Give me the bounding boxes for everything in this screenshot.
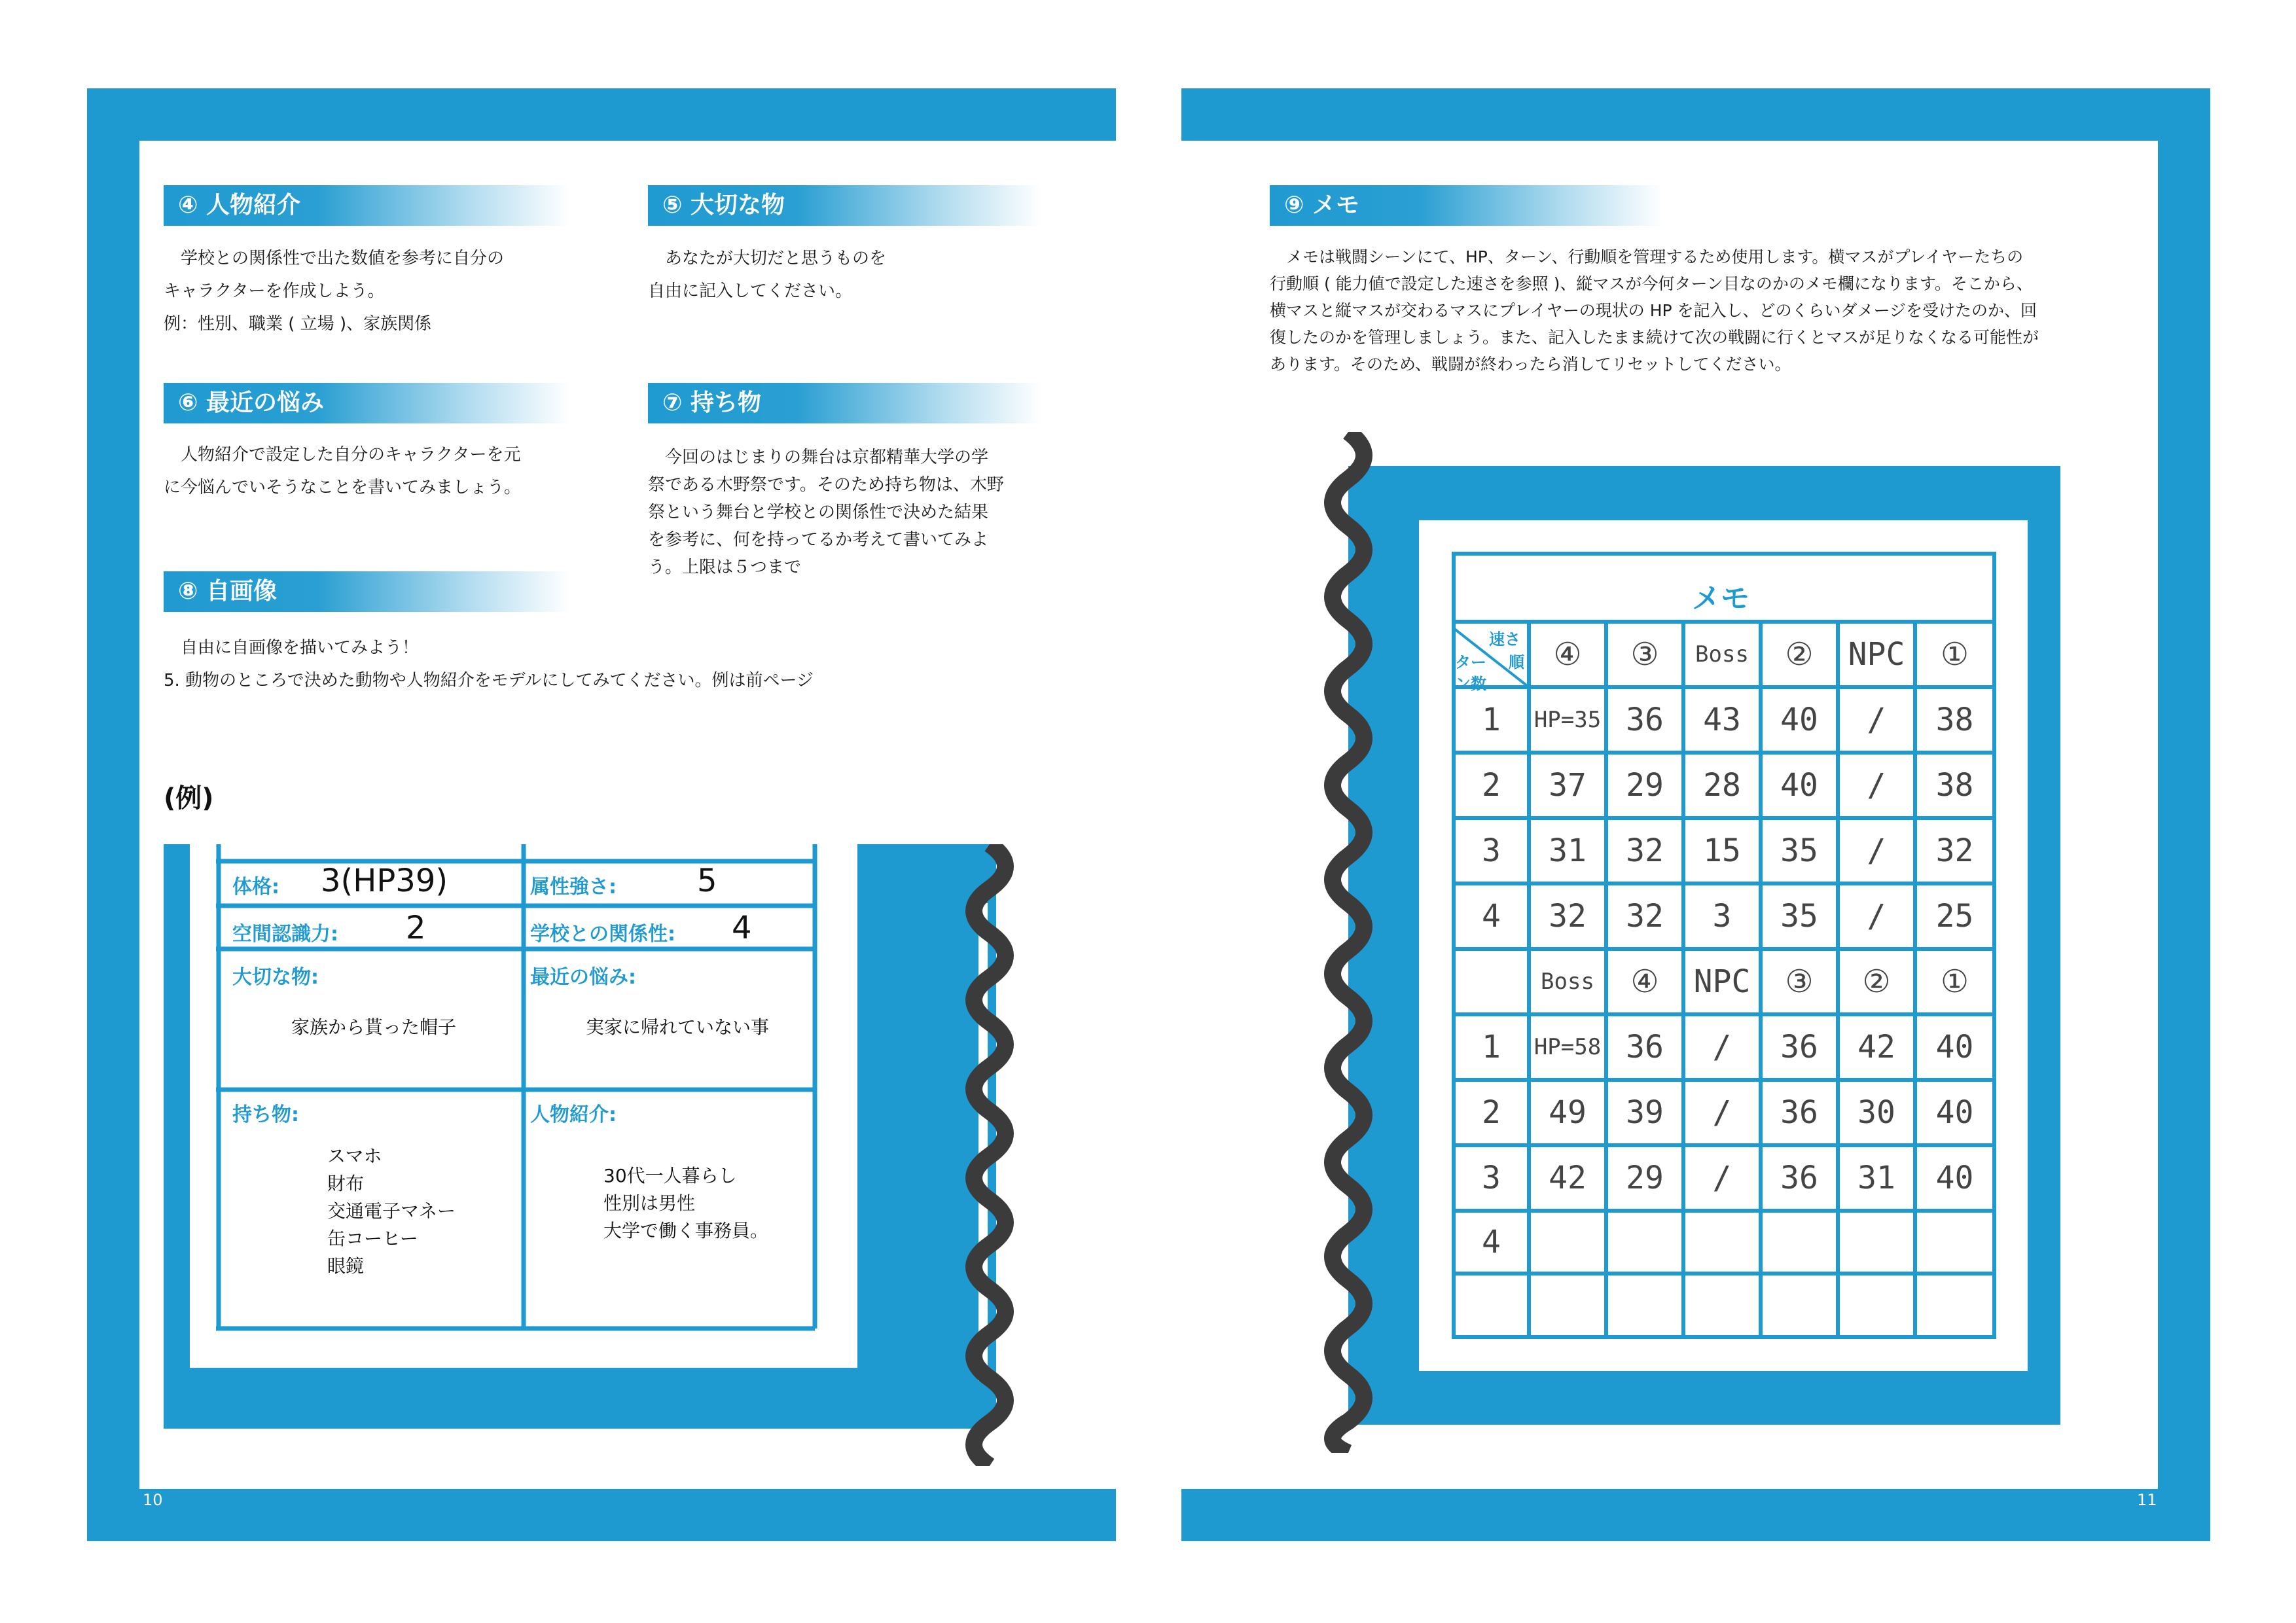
list-item: 大学で働く事務員。 [603,1220,769,1241]
memo-cell: / [1712,1094,1732,1131]
memo-cell: ② [1862,963,1891,1000]
attribute-value: 5 [697,863,717,899]
memo-cell: 3 [1712,898,1732,935]
memo-cell [1454,1274,1529,1337]
memo-cell: 35 [1780,898,1818,935]
spatial-label: 空間認識力: [232,923,338,946]
profile-list [603,1162,768,1245]
text-line: 今回のはじまりの舞台は京都精華大学の学 [648,448,989,467]
memo-cell: 43 [1703,702,1741,738]
memo-cell [1915,1274,1994,1337]
profile-label: 人物紹介: [530,1103,617,1126]
memo-cell: ② [1785,636,1814,673]
text-line: う。上限は５つまで [648,558,802,577]
list-item: スマホ [327,1145,382,1167]
important-value: 家族から貰った帽子 [291,1016,457,1038]
memo-cell: 49 [1549,1094,1587,1131]
memo-cell [1606,1274,1683,1337]
attribute-label: 属性強さ: [530,876,617,899]
spatial-value: 2 [406,910,426,946]
memo-cell: / [1867,832,1886,869]
section-text-belongings [648,444,1004,581]
memo-cell: 3 [1482,832,1501,869]
text-line: 人物紹介で設定した自分のキャラクターを元 [164,445,521,465]
text-line: キャラクターを作成しよう。 [164,281,385,301]
memo-cell: / [1867,702,1886,738]
text-line: 祭という舞台と学校との関係性で決めた結果 [648,503,989,522]
memo-cell: 36 [1780,1094,1818,1131]
section-heading-important: ⑤ 大切な物 [648,185,1041,226]
text-line: メモは戦闘シーンにて、HP、ターン、行動順を管理するため使用します。横マスがプレイヤーたちの [1270,247,2024,266]
memo-cell: NPC [1848,636,1905,673]
memo-cell: 4 [1482,898,1501,935]
memo-cell: 32 [1935,832,1974,869]
memo-cell [1761,1211,1838,1274]
memo-title: メモ [1692,582,1749,615]
memo-cell [1529,1274,1606,1337]
memo-cell [1761,1274,1838,1337]
memo-cell: 32 [1549,898,1587,935]
physique-label: 体格: [232,876,279,899]
memo-cell: 32 [1626,832,1664,869]
text-line: 復したのかを管理しましょう。また、記入したまま続けて次の戦闘に行くとマスが足りなくなる可能性が [1270,328,2039,347]
list-item: 財布 [327,1173,365,1194]
memo-header-order: 順 [1509,653,1524,671]
list-item: 缶コーヒー [327,1228,418,1249]
memo-cell: 38 [1935,702,1974,738]
memo-cell: 1 [1482,702,1501,738]
memo-cell: 36 [1626,702,1664,738]
text-line: を参考に、何を持ってるか考えて書いてみよ [648,530,989,550]
section-text-worry [164,438,521,504]
memo-cell: / [1712,1029,1732,1065]
memo-cell: / [1867,898,1886,935]
memo-cell: ③ [1630,636,1659,673]
memo-cell: 2 [1482,1094,1501,1131]
memo-cell: 36 [1780,1029,1818,1065]
memo-cell: 42 [1857,1029,1895,1065]
right-page-number: 11 [2137,1491,2157,1509]
memo-cell: NPC [1693,963,1751,1000]
text-line: あります。そのため、戦闘が終わったら消してリセットしてください。 [1270,355,1791,374]
list-item: 眼鏡 [327,1255,365,1277]
memo-cell: ③ [1785,963,1814,1000]
memo-cell: 36 [1626,1029,1664,1065]
text-line: 5. 動物のところで決めた動物や人物紹介をモデルにしてみてください。例は前ページ [164,671,814,690]
section-heading-belongings: ⑦ 持ち物 [648,383,1041,423]
section-text-self-portrait [164,632,814,697]
memo-header-count: ン数 [1455,675,1486,693]
section-heading-worry: ⑥ 最近の悩み [164,383,569,423]
memo-cell [1915,1211,1994,1274]
memo-cell [1529,1211,1606,1274]
section-heading-memo: ⑨ メモ [1270,185,1662,226]
memo-cell: 42 [1549,1160,1587,1196]
memo-cell [1606,1211,1683,1274]
section-heading-profile: ④ 人物紹介 [164,185,569,226]
memo-cell [1838,1211,1915,1274]
text-line: 学校との関係性で出た数値を参考に自分の [164,249,505,268]
memo-cell: 37 [1549,767,1587,804]
memo-cell: 30 [1857,1094,1895,1131]
memo-cell: 36 [1780,1160,1818,1196]
memo-cell: 31 [1549,832,1587,869]
memo-cell: 3 [1482,1160,1501,1196]
memo-cell: ④ [1630,963,1659,1000]
text-line: 行動順 ( 能力値で設定した速さを参照 )、縦マスが今何ターン目なのかのメモ欄になります。そこから、 [1270,274,2033,293]
memo-cell: 2 [1482,767,1501,804]
memo-cell [1683,1274,1761,1337]
memo-cell: 25 [1935,898,1974,935]
section-text-profile [164,242,504,340]
memo-cell: ① [1940,636,1969,673]
memo-cell: / [1867,767,1886,804]
memo-cell: ④ [1553,636,1582,673]
physique-value: 3(HP39) [321,863,448,899]
torn-edge-wave-left [956,844,1028,1466]
section-text-important [648,242,886,308]
memo-cell: HP=35 [1534,707,1602,733]
worry-label: 最近の悩み: [530,966,636,989]
memo-cell: 1 [1482,1029,1501,1065]
memo-cell: ① [1940,963,1969,1000]
memo-cell: 39 [1626,1094,1664,1131]
left-page-number: 10 [143,1491,163,1509]
list-item: 交通電子マネー [327,1200,456,1222]
memo-cell: HP=58 [1534,1034,1602,1060]
memo-cell: 29 [1626,1160,1664,1196]
belongings-label: 持ち物: [232,1103,299,1126]
memo-cell: 28 [1703,767,1741,804]
memo-cell [1838,1274,1915,1337]
memo-cell: 29 [1626,767,1664,804]
text-line: 例：性別、職業 ( 立場 )、家族関係 [164,314,432,334]
school-value: 4 [732,910,752,946]
school-label: 学校との関係性: [530,923,675,946]
memo-cell: Boss [1695,641,1749,668]
worry-value: 実家に帰れていない事 [586,1016,770,1038]
memo-cell: 32 [1626,898,1664,935]
section-heading-self-portrait: ⑧ 自画像 [164,571,569,612]
memo-cell: 31 [1857,1160,1895,1196]
memo-cell: 40 [1935,1094,1974,1131]
text-line: 祭である木野祭です。そのため持ち物は、木野 [648,475,1004,495]
example-label: (例) [164,783,214,813]
torn-edge-wave-right [1312,432,1384,1453]
text-line: 自由に記入してください。 [648,281,853,301]
belongings-list [327,1143,456,1280]
memo-header-turn: ター [1455,653,1486,671]
memo-cell: Boss [1541,969,1594,995]
memo-cell: 35 [1780,832,1818,869]
memo-header-speed: 速さ [1489,630,1520,649]
memo-cell: 15 [1703,832,1741,869]
memo-cell: 4 [1482,1224,1501,1260]
text-line: に今悩んでいそうなことを書いてみましょう。 [164,478,522,497]
important-label: 大切な物: [232,966,319,989]
memo-cell: 40 [1935,1160,1974,1196]
memo-cell: 40 [1935,1029,1974,1065]
list-item: 性別は男性 [603,1192,696,1214]
memo-cell: 38 [1935,767,1974,804]
list-item: 30代一人暮らし [603,1165,737,1186]
memo-cell [1454,949,1529,1014]
memo-cell: 40 [1780,702,1818,738]
section-text-memo [1270,243,2039,378]
memo-cell: 40 [1780,767,1818,804]
text-line: 横マスと縦マスが交わるマスにプレイヤーの現状の HP を記入し、どのくらいダメージを受けたのか、回 [1270,301,2037,320]
memo-cell [1683,1211,1761,1274]
text-line: 自由に自画像を描いてみよう！ [164,638,420,658]
memo-cell: / [1712,1160,1732,1196]
text-line: あなたが大切だと思うものを [648,249,887,268]
